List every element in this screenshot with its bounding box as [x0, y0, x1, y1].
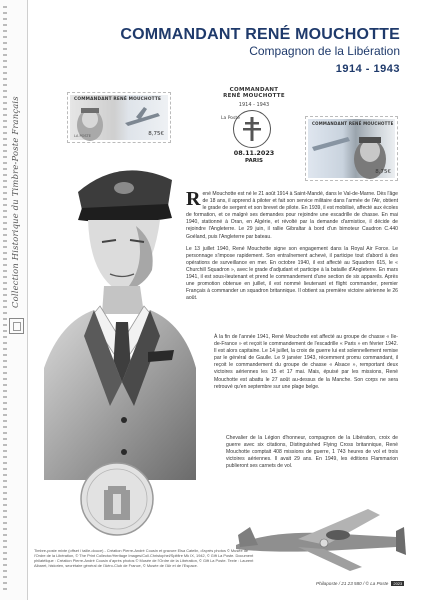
portrait-illustration: [44, 146, 196, 480]
biography-paragraph-1-text: ené Mouchotte est né le 21 août 1914 à Saint-Mandé, dans le Val-de-Marne. Dès l'âge de 18 ans, il apprend à piloter et fait son service militaire dans l'armée de l'Air, obtient le grade de sergent et son brevet de pilote. En 1939, il est mobilisé, affecté aux écoles de formation, et ce malgré ses demandes pour rejoindre une escadrille de chasse. En mai 1940, stationné à Oran, en Algérie, et révolté par la demande d'armistice, il décide de rejoindre l'Angleterre. Le 29 juin, il rallie Gibraltar à bord d'un bimoteur Caudron C.440 Goéland, puis l'Angleterre par bateau.: [186, 191, 398, 240]
collection-label: [10, 18, 22, 308]
year-badge: 2023: [393, 581, 403, 586]
stamp-mint-artwork: [70, 95, 168, 140]
page-subtitle: Compagnon de la Libération: [249, 44, 400, 58]
postmark-date: 08.11.2023: [233, 149, 275, 157]
stamp-cancelled-artwork: [308, 119, 395, 178]
biography-paragraph-1: [186, 188, 398, 241]
biography-paragraph-3: À la fin de l'année 1941, René Mouchotte est affecté au groupe de chasse « Ile-de-France » et reçoit le commandement de l'escadrille « Paris » en février 1942. Il est alors capitaine. Le 14 juillet, la croix de guerre lui est solennellement remise par le général de Gaulle. Le 9 janvier 1943, récemment promu commandant, il reçoit le commandement du groupe de chasse « Alsace », remportant deux victoires aériennes les 15 et 17 mai. Mais, épuisé par les missions, René Mouchotte est abattu le 27 août au-dessus de la Manche. Son corps ne sera retrouvé qu'en septembre sur une plage belge.: [214, 334, 398, 390]
dropcap-letter: R: [186, 188, 201, 210]
perforation-dots: [3, 6, 7, 594]
footer-text: Philapostе / 21 23 580 / © La Poste: [316, 581, 389, 586]
postmark-city: PARIS: [244, 158, 264, 164]
stamp-mint-price: 8,75€: [148, 131, 164, 137]
left-border-strip: [0, 0, 28, 600]
stamp-mint: [67, 92, 171, 143]
stamp-mint-name: COMMANDANT RENÉ MOUCHOTTE: [74, 97, 162, 102]
medal-drawing: [78, 460, 156, 538]
postmark-cancel: [219, 87, 289, 167]
footer-reference: [316, 581, 404, 586]
spitfire-drawing: [228, 505, 412, 577]
stamp-cancelled-name: COMMANDANT RENÉ MOUCHOTTE: [312, 121, 394, 126]
page-title: COMMANDANT RENÉ MOUCHOTTE: [120, 26, 400, 43]
credits-text: Timbre-poste mixte (offset / taille-douce) - Création Pierre-André Cousin et gravure Elsa Catelin, d'après photos © Musée de l'Ordre de la Libération, © The Print Collector/Heritage Images/Coll.Christophel/Spitfire Mk IX, 1942, © Gift La Poste. Document philatélique : Création Pierre-André Cousin d'après photos © Musée de l'Ordre de la Libération, © Gift La Poste. Texte : Laurent Albaret, historien, secrétaire général de l'Aéro-Club de France, © Musée de l'Air et de l'Espace.: [34, 548, 254, 568]
collection-text: Collection Historique du Timbre-Poste Français: [10, 96, 20, 308]
spitfire-illustration: [228, 505, 412, 577]
postmark-years: 1914 - 1943: [238, 102, 270, 108]
stamp-mint-country: LA POSTE: [74, 134, 91, 138]
biography-text: [186, 188, 398, 307]
postmark-line1: COMMANDANT: [229, 87, 279, 93]
stamp-cancelled: [305, 116, 398, 181]
postmark-poste: La Poste: [221, 116, 240, 121]
portrait-drawing: [44, 146, 196, 480]
biography-paragraph-2: Le 13 juillet 1940, René Mouchotte signe son engagement dans la Royal Air Force. Le personnage s'impose rapidement. Son entraînement achevé, il participe tout d'abord à des opérations de surveillance en mer. En octobre 1940, il est affecté au Squadron 615, le « Churchill Squadron », avec le grade d'adjudant et participe à la bataille d'Angleterre. En mars 1941, il est sous-lieutenant et prend le commandement d'une section de six appareils. Après une promotion obtenue en juillet, il est nommé lieutenant et flight commander, premier Français à commander un squadron britannique. Il obtient sa première victoire aérienne le 26 août.: [186, 245, 398, 302]
collection-logo-icon: [9, 318, 24, 334]
postmark-line2: RENÉ MOUCHOTTE: [223, 93, 285, 99]
stamp-cancelled-price: 8,75€: [375, 169, 391, 175]
postmark-heading: [219, 87, 289, 99]
page-years: 1914 - 1943: [335, 63, 400, 75]
medal-illustration: [78, 460, 156, 538]
biography-paragraph-4: Chevalier de la Légion d'honneur, compagnon de la Libération, croix de guerre avec six citations, Distinguished Flying Cross britannique, René Mouchotte comptait 408 missions de guerre, 1 743 heures de vol et trois victoires aériennes. Il avait 29 ans. En 1949, les éditions Flammarion publieront ses carnets de vol.: [226, 435, 398, 470]
